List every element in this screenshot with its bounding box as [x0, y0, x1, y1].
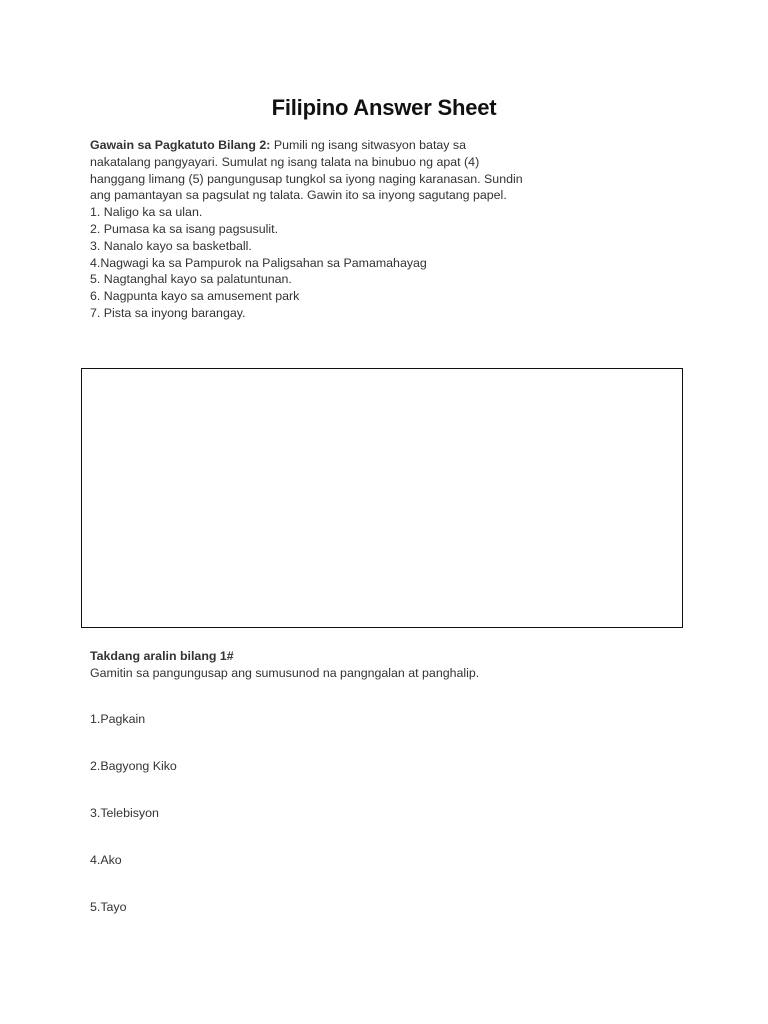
situation-item: 6. Nagpunta kayo sa amusement park	[90, 289, 300, 304]
situation-item: 3. Nanalo kayo sa basketball.	[90, 238, 252, 253]
situation-item: 5. Nagtanghal kayo sa palatuntunan.	[90, 272, 292, 287]
situation-item: 7. Pista sa inyong barangay.	[90, 305, 246, 320]
answer-box[interactable]	[81, 368, 683, 628]
homework-item: 2.Bagyong Kiko	[90, 759, 177, 773]
situation-item: 4.Nagwagi ka sa Pampurok na Paligsahan sa Pamamahayag	[90, 255, 427, 270]
homework-item: 5.Tayo	[90, 900, 127, 914]
homework-title: Takdang aralin bilang 1#	[90, 649, 234, 663]
situation-list	[90, 204, 530, 322]
homework-list	[90, 711, 177, 946]
homework-item: 4.Ako	[90, 853, 122, 867]
activity-label: Gawain sa Pagkatuto Bilang 2:	[90, 138, 271, 152]
activity-section	[90, 137, 530, 322]
homework-section	[90, 648, 690, 682]
situation-item: 2. Pumasa ka sa isang pagsusulit.	[90, 221, 279, 236]
homework-instructions: Gamitin sa pangungusap ang sumusunod na pangngalan at panghalip.	[90, 665, 480, 680]
activity-instructions-text: Pumili ng isang sitwasyon batay sa nakatalang pangyayari. Sumulat ng isang talata na binubuo ng apat (4) hanggang limang (5) pangungusap tungkol sa iyong naging karanasan. Sundin ang pamantayan sa pagsulat ng talata. Gawin ito sa inyong sagutang papel.	[90, 138, 523, 203]
homework-item: 1.Pagkain	[90, 712, 146, 726]
page-title: Filipino Answer Sheet	[271, 95, 497, 120]
activity-instructions	[90, 137, 530, 204]
situation-item: 1. Naligo ka sa ulan.	[90, 205, 203, 220]
homework-item: 3.Telebisyon	[90, 806, 159, 820]
